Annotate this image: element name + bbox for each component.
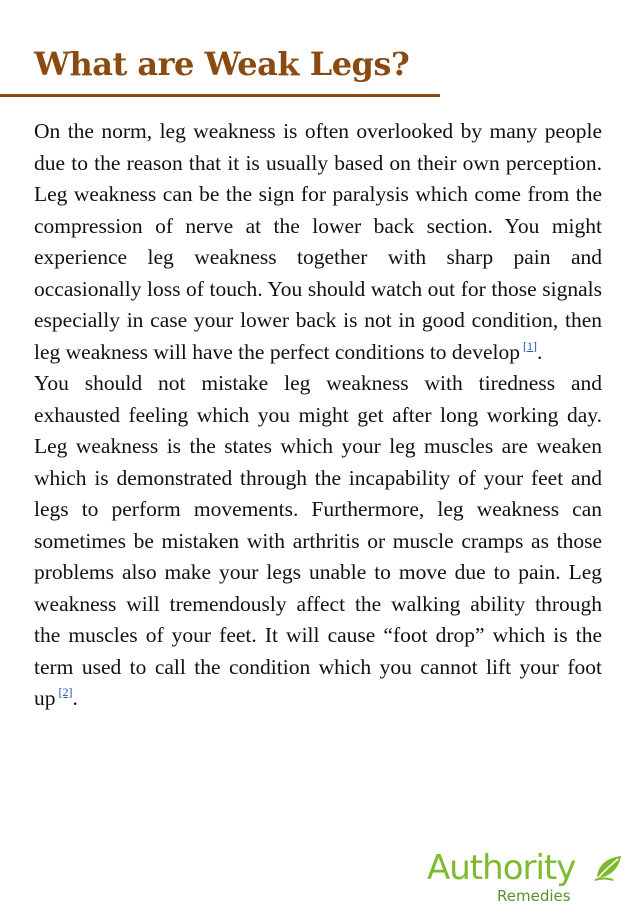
title-underline xyxy=(0,94,440,97)
reference-link-1[interactable]: [1] xyxy=(523,338,537,353)
page-title: What are Weak Legs? xyxy=(34,45,410,83)
authority-remedies-logo xyxy=(427,846,627,912)
logo-subtitle: Remedies xyxy=(497,887,571,905)
paragraph-1-end: . xyxy=(537,339,543,364)
paragraph-2-text: You should not mistake leg weakness with tiredness and exhausted feeling which you might get after long working day. Leg weakness is the states which your leg muscles are weaken which is demonstrated through the incapability of your feet and legs to perform movements. Furthermore, leg weakness can sometimes be mistaken with arthritis or muscle cramps as those problems also make your legs unable to move due to pain. Leg weakness will tremendously affect the walking ability through the muscles of your feet. It will cause “foot drop” which is the term used to call the condition which you cannot lift your foot up xyxy=(34,371,602,710)
paragraph-2-end: . xyxy=(72,686,78,710)
paragraph-1 xyxy=(34,116,602,368)
paragraph-1-text: On the norm, leg weakness is often overlooked by many people due to the reason that it is usually based on their own perception. Leg weakness can be the sign for paralysis which come from the compression of nerve at the lower back section. You might experience leg weakness together with sharp pain and occasionally loss of touch. You should watch out for those signals especially in case your lower back is not in good condition, then leg weakness will have the perfect conditions to develop xyxy=(34,119,602,364)
paragraph-2 xyxy=(34,368,602,715)
leaf-icon xyxy=(593,852,625,882)
article-body xyxy=(34,116,602,715)
reference-link-2[interactable]: [2] xyxy=(58,685,73,699)
logo-name: Authority xyxy=(427,848,576,888)
